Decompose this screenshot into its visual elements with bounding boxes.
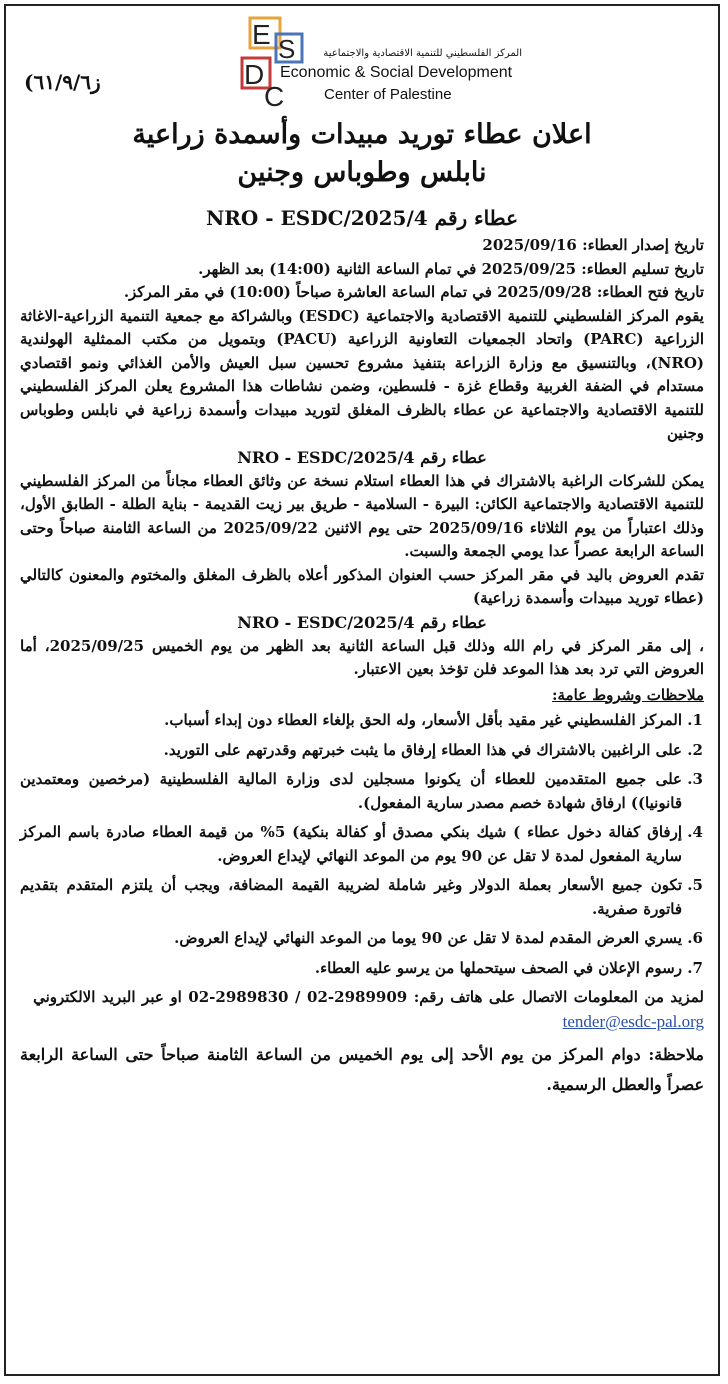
logo-letter-s: S: [278, 34, 296, 64]
tender-number-3: عطاء رقم 4/NRO - ESDC/2025: [237, 612, 487, 632]
opening-date: تاريخ فتح العطاء: 2025/09/28 في تمام الساعة العاشرة صباحاً (10:00) في مقر المركز.: [123, 283, 704, 301]
note-item: 2. على الراغبين بالاشتراك في هذا العطاء إرفاق ما يثبت خبرتهم وقدرتهم على التوريد.: [20, 739, 682, 763]
issue-date: تاريخ إصدار العطاء: 2025/09/16: [482, 236, 704, 254]
logo-english-line1: Economic & Social Development: [280, 64, 513, 81]
tender-number: عطاء رقم 4/NRO - ESDC/2025: [206, 206, 518, 230]
deadline-paragraph: ، إلى مقر المركز في رام الله وذلك قبل الساعة الثانية بعد الظهر من يوم الخميس 2025/09/25، أما العروض التي ترد بعد هذا الموعد فلن تؤخذ بعين الاعتبار.: [20, 636, 704, 678]
dates-block: [20, 234, 704, 305]
note-item: 3. على جميع المتقدمين للعطاء أن يكونوا مسجلين لدى وزارة المالية الفلسطينية (مرخصين ومعتمدين قانونيا)) ارفاق شهادة خصم مصدر سارية المفعول).: [20, 768, 682, 815]
logo-letter-c: C: [264, 81, 285, 110]
tender-number-2: عطاء رقم 4/NRO - ESDC/2025: [237, 447, 487, 467]
title-line-2: نابلس وطوباس وجنين: [237, 157, 487, 188]
esdc-logo: [224, 12, 524, 112]
delivery-date: تاريخ تسليم العطاء: 2025/09/25 في تمام الساعة الثانية (14:00) بعد الظهر.: [198, 259, 704, 278]
submission-paragraph: تقدم العروض باليد في مقر المركز حسب العنوان المذكور أعلاه بالظرف المغلق والمختوم والمعنون كالتالي (عطاء توريد مبيدات وأسمدة زراعية): [20, 565, 704, 607]
note-item: 1. المركز الفلسطيني غير مقيد بأقل الأسعار، وله الحق بإلغاء العطاء دون إبداء أسباب.: [20, 709, 682, 733]
logo-letter-d: D: [244, 59, 265, 90]
note-item: 4. إرفاق كفالة دخول عطاء ) شيك بنكي مصدق أو كفالة بنكية) 5% من قيمة العطاء صادرة باسم المركز سارية المفعول لمدة لا تقل عن 90 يوم من الموعد النهائي لإيداع العروض.: [20, 821, 682, 868]
logo-arabic-name: المركز الفلسطيني للتنمية الاقتصادية والاجتماعية: [323, 48, 522, 59]
contact-info: [20, 986, 704, 1034]
reference-number: ز٦١/٩/٦): [24, 70, 101, 94]
title-line-1: اعلان عطاء توريد مبيدات وأسمدة زراعية: [132, 119, 592, 150]
notes-list: [20, 709, 704, 980]
office-hours-note: ملاحظة: دوام المركز من يوم الأحد إلى يوم الخميس من الساعة الثامنة صباحاً حتى الساعة الرابعة عصراً والعطل الرسمية.: [20, 1045, 705, 1094]
documents-paragraph: يمكن للشركات الراغبة بالاشتراك في هذا العطاء استلام نسخة عن وثائق العطاء مجاناً من المركز الفلسطيني للتنمية الاقتصادية والاجتماعية الكائن: البيرة - السلامية - طريق بير زيت القديمة - بناية الطلة - الطابق الأول، وذلك اعتباراً من يوم الثلاثاء 2025/09/16 حتى يوم الاثنين 2025/09/22 من الساعة الثامنة صباحاً وحتى الساعة الرابعة عصراً عدا يومي الجمعة والسبت.: [20, 471, 704, 560]
announcement-page: [4, 4, 720, 1376]
intro-paragraph: يقوم المركز الفلسطيني للتنمية الاقتصادية والاجتماعية (ESDC) وبالشراكة مع جمعية التنمية الزراعية-الاغاثة الزراعية (PARC) واتحاد الجمعيات التعاونية الزراعية (PACU) وبتمويل من مكتب الممثلية الهولندية (NRO)، وبالتنسيق مع وزارة الزراعة بتنفيذ مشروع تحسين سبل العيش والأمن الغذائي ونمو اقتصادي مستدام في الضفة الغربية وقطاع غزة - فلسطين، وضمن نشاطات هذا المشروع يعلن المركز الفلسطيني للتنمية الاقتصادية والاجتماعية عن عطاء بالظرف المغلق لتوريد مبيدات وأسمدة زراعية في نابلس وطوباس وجنين: [20, 306, 705, 442]
announcement-content: [20, 114, 704, 1100]
logo-letter-e: E: [252, 19, 271, 50]
note-item: 6. يسري العرض المقدم لمدة لا تقل عن 90 يوما من الموعد النهائي لإيداع العروض.: [20, 927, 682, 951]
logo-english-line2: Center of Palestine: [324, 86, 452, 103]
esdc-letters-mark: [228, 14, 308, 110]
note-item: 5. تكون جميع الأسعار بعملة الدولار وغير شاملة لضريبة القيمة المضافة، ويجب أن يلتزم المتقدم بتقديم فاتورة صفرية.: [20, 874, 682, 921]
contact-text: لمزيد من المعلومات الاتصال على هاتف رقم: 2989909-02 / 2989830-02 او عبر البريد الالكتروني: [33, 988, 704, 1006]
notes-heading: ملاحظات وشروط عامة:: [551, 685, 704, 704]
note-item: 7. رسوم الإعلان في الصحف سيتحملها من يرسو عليه العطاء.: [20, 957, 682, 981]
email-link[interactable]: tender@esdc-pal.org: [562, 1011, 704, 1031]
